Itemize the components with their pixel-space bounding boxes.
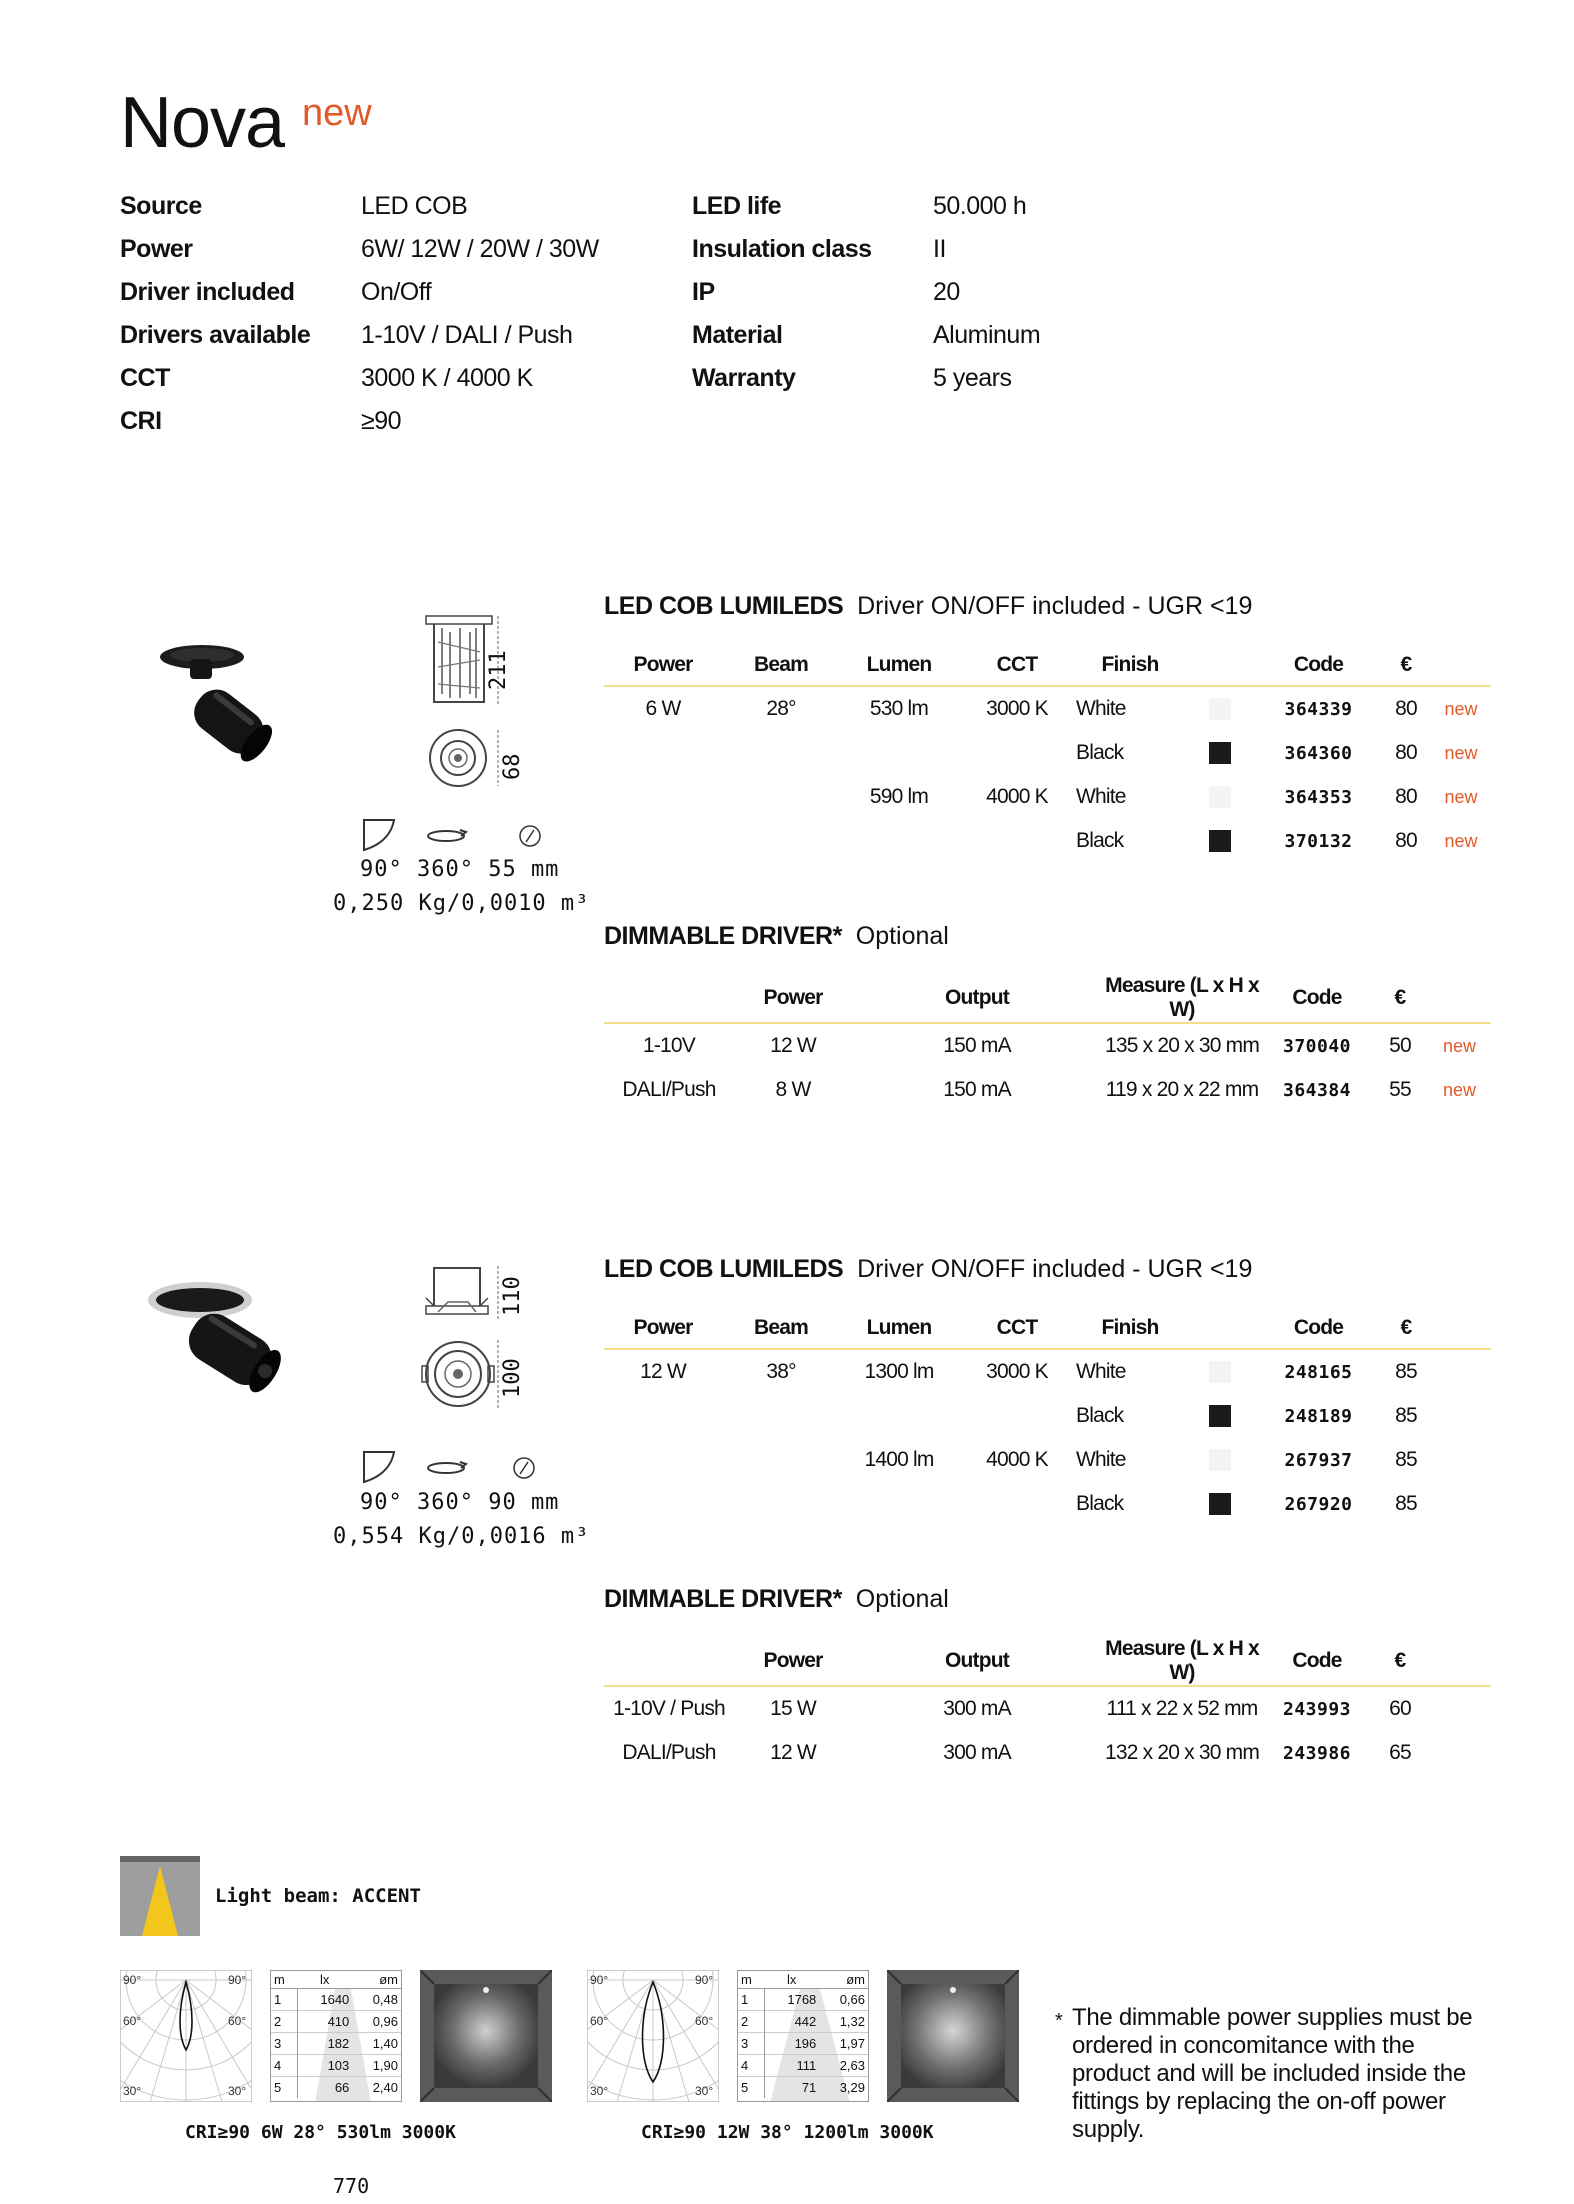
cell-power: 8 W (775, 1078, 811, 1101)
table-row (604, 1731, 1491, 1775)
cell-cct (958, 819, 1076, 863)
col-power: Power (734, 974, 852, 1023)
cell-finish: Black (1076, 741, 1124, 764)
weight-caption: 0,554 Kg/0,0016 m³ (333, 1524, 590, 1549)
cell-m: 3 (271, 2033, 297, 2055)
spotlight-photo (150, 635, 290, 775)
cell-measure: 119 x 20 x 22 mm (1105, 1078, 1259, 1101)
table-row (604, 1482, 1491, 1526)
cell-finish: Black (1076, 829, 1124, 852)
finish-swatch-white (1209, 698, 1231, 720)
col-lx: lx (764, 1971, 819, 1989)
cell-beam (722, 731, 840, 775)
cell-power (604, 1394, 722, 1438)
cell-price: 80 (1395, 741, 1417, 764)
cell-code: 364339 (1284, 698, 1353, 720)
cell-finish: White (1076, 697, 1126, 720)
cell-code: 243986 (1282, 1742, 1352, 1764)
cell-finish: White (1076, 1448, 1126, 1471)
cell-beam (722, 1438, 840, 1482)
cell-price: 80 (1395, 697, 1417, 720)
spec-value: 50.000 h (933, 192, 1027, 220)
driver-title (604, 922, 949, 951)
col-price: € (1381, 1307, 1431, 1349)
beam-accent-icon (120, 1856, 200, 1936)
dim-height: 211 (486, 650, 511, 690)
spotlight-photo (140, 1270, 290, 1400)
table-row (604, 1394, 1491, 1438)
cell-diameter: 1,32 (819, 2011, 868, 2033)
illuminance-table-box (270, 1970, 402, 2102)
polar-label: 60° (123, 2014, 142, 2028)
table-row (738, 2077, 868, 2099)
illuminance-table-box (737, 1970, 869, 2102)
cell-m: 3 (738, 2033, 764, 2055)
cell-m: 2 (271, 2011, 297, 2033)
product-title: Nova (120, 83, 285, 163)
cell-cct (958, 1482, 1076, 1526)
cell-m: 4 (271, 2055, 297, 2077)
polar-label: 90° (123, 1973, 142, 1987)
spec-value: LED COB (361, 192, 468, 220)
cell-power: 12 W (770, 1034, 816, 1057)
cell-price: 65 (1389, 1741, 1411, 1764)
col-cct: CCT (958, 644, 1076, 686)
cell-output: 150 mA (943, 1034, 1011, 1057)
col-measure: Measure (L x H x W) (1102, 974, 1262, 1023)
driver-title (604, 1585, 949, 1614)
table-row (738, 1989, 868, 2011)
cell-price: 85 (1395, 1492, 1417, 1515)
cell-lumen (840, 1394, 958, 1438)
col-lumen: Lumen (840, 1307, 958, 1349)
polar-label: 30° (228, 2084, 247, 2098)
driver-title-sub: Optional (855, 922, 949, 950)
polar-label: 30° (590, 2084, 609, 2098)
table-row (604, 819, 1491, 863)
angles-caption: 90° 360° 55 mm (360, 857, 560, 882)
cell-cct (958, 731, 1076, 775)
driver-table (604, 1637, 1491, 1775)
col-beam: Beam (722, 1307, 840, 1349)
col-cct: CCT (958, 1307, 1076, 1349)
table-row (604, 1023, 1491, 1068)
product-table (604, 644, 1491, 863)
new-badge (1428, 1686, 1491, 1731)
cell-code: 248165 (1284, 1361, 1353, 1383)
col-power: Power (734, 1637, 852, 1686)
spec-value: 6W/ 12W / 20W / 30W (361, 235, 599, 263)
cell-price: 85 (1395, 1360, 1417, 1383)
table-row (271, 2033, 401, 2055)
cell-type: 1-10V / Push (613, 1697, 725, 1720)
polar-label: 30° (695, 2084, 714, 2098)
cell-cct: 3000 K (986, 697, 1048, 720)
cell-price: 80 (1395, 829, 1417, 852)
cell-beam: 38° (766, 1360, 796, 1383)
new-badge: new (1442, 1035, 1477, 1056)
finish-swatch-black (1209, 1493, 1231, 1515)
col-diameter: øm (819, 1971, 868, 1989)
driver-table (604, 974, 1491, 1112)
section-title-sub: Driver ON/OFF included - UGR <19 (857, 592, 1253, 620)
cell-lumen: 1400 lm (864, 1448, 934, 1471)
spec-label: Source (120, 192, 202, 220)
spec-value: II (933, 235, 946, 263)
new-badge: new (1444, 698, 1478, 719)
col-m: m (271, 1971, 297, 1989)
cell-lx: 111 (764, 2055, 819, 2077)
col-diameter: øm (352, 1971, 401, 1989)
cell-lx: 410 (297, 2011, 352, 2033)
section-title-sub: Driver ON/OFF included - UGR <19 (857, 1255, 1253, 1283)
adjustment-icons (360, 812, 560, 854)
cell-lx: 103 (297, 2055, 352, 2077)
cell-lx: 66 (297, 2077, 352, 2099)
cell-power: 12 W (640, 1360, 686, 1383)
finish-swatch-white (1209, 1449, 1231, 1471)
new-badge (1431, 1438, 1491, 1482)
spec-value: 1-10V / DALI / Push (361, 321, 573, 349)
col-code: Code (1262, 974, 1372, 1023)
footnote-text: The dimmable power supplies must be ordered in concomitance with the product and will be included inside the fittings by replacing the on-off power supply. (1072, 2004, 1473, 2143)
cell-lx: 1768 (764, 1989, 819, 2011)
cell-power: 15 W (770, 1697, 816, 1720)
cell-diameter: 0,48 (352, 1989, 401, 2011)
cell-output: 150 mA (943, 1078, 1011, 1101)
angles-caption: 90° 360° 90 mm (360, 1490, 560, 1515)
table-row (604, 775, 1491, 819)
polar-label: 90° (228, 1973, 247, 1987)
cell-lumen (840, 1482, 958, 1526)
table-row (271, 2055, 401, 2077)
cell-cct (958, 1394, 1076, 1438)
col-finish: Finish (1076, 1307, 1184, 1349)
spec-label: LED life (692, 192, 782, 220)
cell-finish: Black (1076, 1404, 1124, 1427)
spec-label: Drivers available (120, 321, 311, 349)
cell-diameter: 3,29 (819, 2077, 868, 2099)
cell-diameter: 0,66 (819, 1989, 868, 2011)
illuminance-table (738, 1971, 868, 2098)
cell-measure: 132 x 20 x 30 mm (1104, 1741, 1260, 1764)
col-finish: Finish (1076, 644, 1184, 686)
driver-title-main: DIMMABLE DRIVER* (604, 1585, 842, 1613)
cell-m: 5 (271, 2077, 297, 2099)
photometric-caption: CRI≥90 12W 38° 1200lm 3000K (641, 2122, 934, 2143)
spec-value: 20 (933, 278, 960, 306)
col-output: Output (852, 1637, 1102, 1686)
new-badge (1431, 1482, 1491, 1526)
new-badge (1428, 1731, 1491, 1775)
cell-type: DALI/Push (622, 1078, 716, 1101)
spec-label: Warranty (692, 364, 796, 392)
cell-power: 6 W (645, 697, 681, 720)
cell-beam (722, 775, 840, 819)
cell-diameter: 1,40 (352, 2033, 401, 2055)
spec-value: 5 years (933, 364, 1012, 392)
col-power: Power (604, 644, 722, 686)
cell-m: 2 (738, 2011, 764, 2033)
cell-measure: 135 x 20 x 30 mm (1104, 1034, 1260, 1057)
photometric-caption: CRI≥90 6W 28° 530lm 3000K (185, 2122, 456, 2143)
new-badge: new (1444, 786, 1478, 807)
col-lx: lx (297, 1971, 352, 1989)
cell-diameter: 0,96 (352, 2011, 401, 2033)
cell-diameter: 1,97 (819, 2033, 868, 2055)
spec-label: CCT (120, 364, 170, 392)
cell-lumen (840, 819, 958, 863)
col-price: € (1381, 644, 1431, 686)
col-price: € (1372, 1637, 1428, 1686)
dim-height: 110 (500, 1276, 525, 1316)
cell-power: 12 W (770, 1741, 816, 1764)
table-row (738, 2033, 868, 2055)
cell-lumen (840, 731, 958, 775)
cell-power (604, 1482, 722, 1526)
cell-lx: 196 (764, 2033, 819, 2055)
cell-measure: 111 x 22 x 52 mm (1106, 1697, 1258, 1720)
table-row (271, 2011, 401, 2033)
cell-code: 364384 (1282, 1079, 1352, 1101)
cell-type: 1-10V (642, 1034, 696, 1057)
cell-code: 364360 (1284, 742, 1353, 764)
cell-finish: White (1076, 785, 1126, 808)
cell-cct: 4000 K (986, 1448, 1048, 1471)
cell-lx: 182 (297, 2033, 352, 2055)
cell-power (604, 1438, 722, 1482)
col-measure: Measure (L x H x W) (1102, 1637, 1262, 1686)
light-render-image (887, 1970, 1019, 2102)
table-row (604, 686, 1491, 731)
polar-diagram (587, 1970, 719, 2102)
cell-beam (722, 1482, 840, 1526)
cell-diameter: 1,90 (352, 2055, 401, 2077)
spec-label: Material (692, 321, 783, 349)
polar-label: 60° (590, 2014, 609, 2028)
cell-m: 5 (738, 2077, 764, 2099)
finish-swatch-black (1209, 830, 1231, 852)
footnote-asterisk: * (1055, 2010, 1063, 2032)
adjustment-icons (360, 1444, 560, 1486)
cell-lumen: 530 lm (869, 697, 929, 720)
polar-label: 30° (123, 2084, 142, 2098)
col-lumen: Lumen (840, 644, 958, 686)
col-code: Code (1262, 1637, 1372, 1686)
cell-power (604, 819, 722, 863)
cell-cct: 3000 K (986, 1360, 1048, 1383)
cell-code: 364353 (1284, 786, 1353, 808)
spec-label: Power (120, 235, 193, 263)
cell-diameter: 2,63 (819, 2055, 868, 2077)
cell-finish: Black (1076, 1492, 1124, 1515)
cell-m: 1 (271, 1989, 297, 2011)
section-title (604, 1255, 1252, 1284)
cell-output: 300 mA (943, 1741, 1011, 1764)
spec-value: ≥90 (361, 407, 402, 435)
product-table (604, 1307, 1491, 1526)
polar-label: 60° (695, 2014, 714, 2028)
cell-price: 80 (1395, 785, 1417, 808)
finish-swatch-white (1209, 1361, 1231, 1383)
spec-label: Insulation class (692, 235, 872, 263)
table-row (271, 1989, 401, 2011)
polar-label: 60° (228, 2014, 247, 2028)
cell-type: DALI/Push (622, 1741, 716, 1764)
cell-power (604, 731, 722, 775)
cell-code: 370040 (1282, 1035, 1352, 1057)
table-row (604, 1349, 1491, 1394)
cell-lumen: 590 lm (869, 785, 929, 808)
polar-diagram (120, 1970, 252, 2102)
spec-label: IP (692, 278, 715, 306)
table-row (738, 2055, 868, 2077)
cell-beam (722, 819, 840, 863)
table-row (604, 1068, 1491, 1112)
section-title-main: LED COB LUMILEDS (604, 1255, 844, 1283)
section-title (604, 592, 1252, 621)
cell-diameter: 2,40 (352, 2077, 401, 2099)
col-output: Output (852, 974, 1102, 1023)
cell-finish: White (1076, 1360, 1126, 1383)
col-m: m (738, 1971, 764, 1989)
cell-lx: 442 (764, 2011, 819, 2033)
col-code: Code (1256, 644, 1381, 686)
cell-m: 4 (738, 2055, 764, 2077)
polar-label: 90° (695, 1973, 714, 1987)
illuminance-table (271, 1971, 401, 2098)
new-badge: new (302, 92, 372, 134)
dim-diameter: 68 (500, 753, 525, 780)
new-badge (1431, 1394, 1491, 1438)
weight-caption: 0,250 Kg/0,0010 m³ (333, 891, 590, 916)
table-row (271, 2077, 401, 2099)
spec-value: 3000 K / 4000 K (361, 364, 533, 392)
finish-swatch-black (1209, 742, 1231, 764)
spec-label: CRI (120, 407, 162, 435)
spec-value: Aluminum (933, 321, 1041, 349)
table-row (604, 731, 1491, 775)
beam-label: Light beam: ACCENT (215, 1885, 421, 1907)
new-badge: new (1444, 742, 1478, 763)
cell-lx: 1640 (297, 1989, 352, 2011)
cell-beam (722, 1394, 840, 1438)
cell-code: 243993 (1282, 1698, 1352, 1720)
driver-title-main: DIMMABLE DRIVER* (604, 922, 842, 950)
section-title-main: LED COB LUMILEDS (604, 592, 844, 620)
spec-label: Driver included (120, 278, 295, 306)
new-badge (1431, 1349, 1491, 1394)
new-badge: new (1444, 830, 1478, 851)
cell-output: 300 mA (943, 1697, 1011, 1720)
table-row (604, 1438, 1491, 1482)
cell-beam: 28° (766, 697, 796, 720)
col-code: Code (1256, 1307, 1381, 1349)
cell-price: 85 (1395, 1404, 1417, 1427)
cell-price: 85 (1395, 1448, 1417, 1471)
cell-m: 1 (738, 1989, 764, 2011)
table-row (604, 1686, 1491, 1731)
cell-code: 370132 (1284, 830, 1353, 852)
finish-swatch-white (1209, 786, 1231, 808)
page-number: 770 (333, 2174, 370, 2198)
cell-code: 267920 (1284, 1493, 1353, 1515)
cell-power (604, 775, 722, 819)
table-row (738, 2011, 868, 2033)
polar-label: 90° (590, 1973, 609, 1987)
cell-cct: 4000 K (986, 785, 1048, 808)
cell-price: 60 (1389, 1697, 1411, 1720)
cell-price: 50 (1389, 1034, 1411, 1057)
cell-lumen: 1300 lm (864, 1360, 934, 1383)
cell-lx: 71 (764, 2077, 819, 2099)
col-beam: Beam (722, 644, 840, 686)
new-badge: new (1442, 1079, 1477, 1100)
cell-code: 248189 (1284, 1405, 1353, 1427)
cell-price: 55 (1389, 1078, 1411, 1101)
spec-value: On/Off (361, 278, 432, 306)
driver-title-sub: Optional (855, 1585, 949, 1613)
dim-diameter: 100 (500, 1358, 525, 1398)
col-price: € (1372, 974, 1428, 1023)
finish-swatch-black (1209, 1405, 1231, 1427)
col-power: Power (604, 1307, 722, 1349)
light-render-image (420, 1970, 552, 2102)
cell-code: 267937 (1284, 1449, 1353, 1471)
